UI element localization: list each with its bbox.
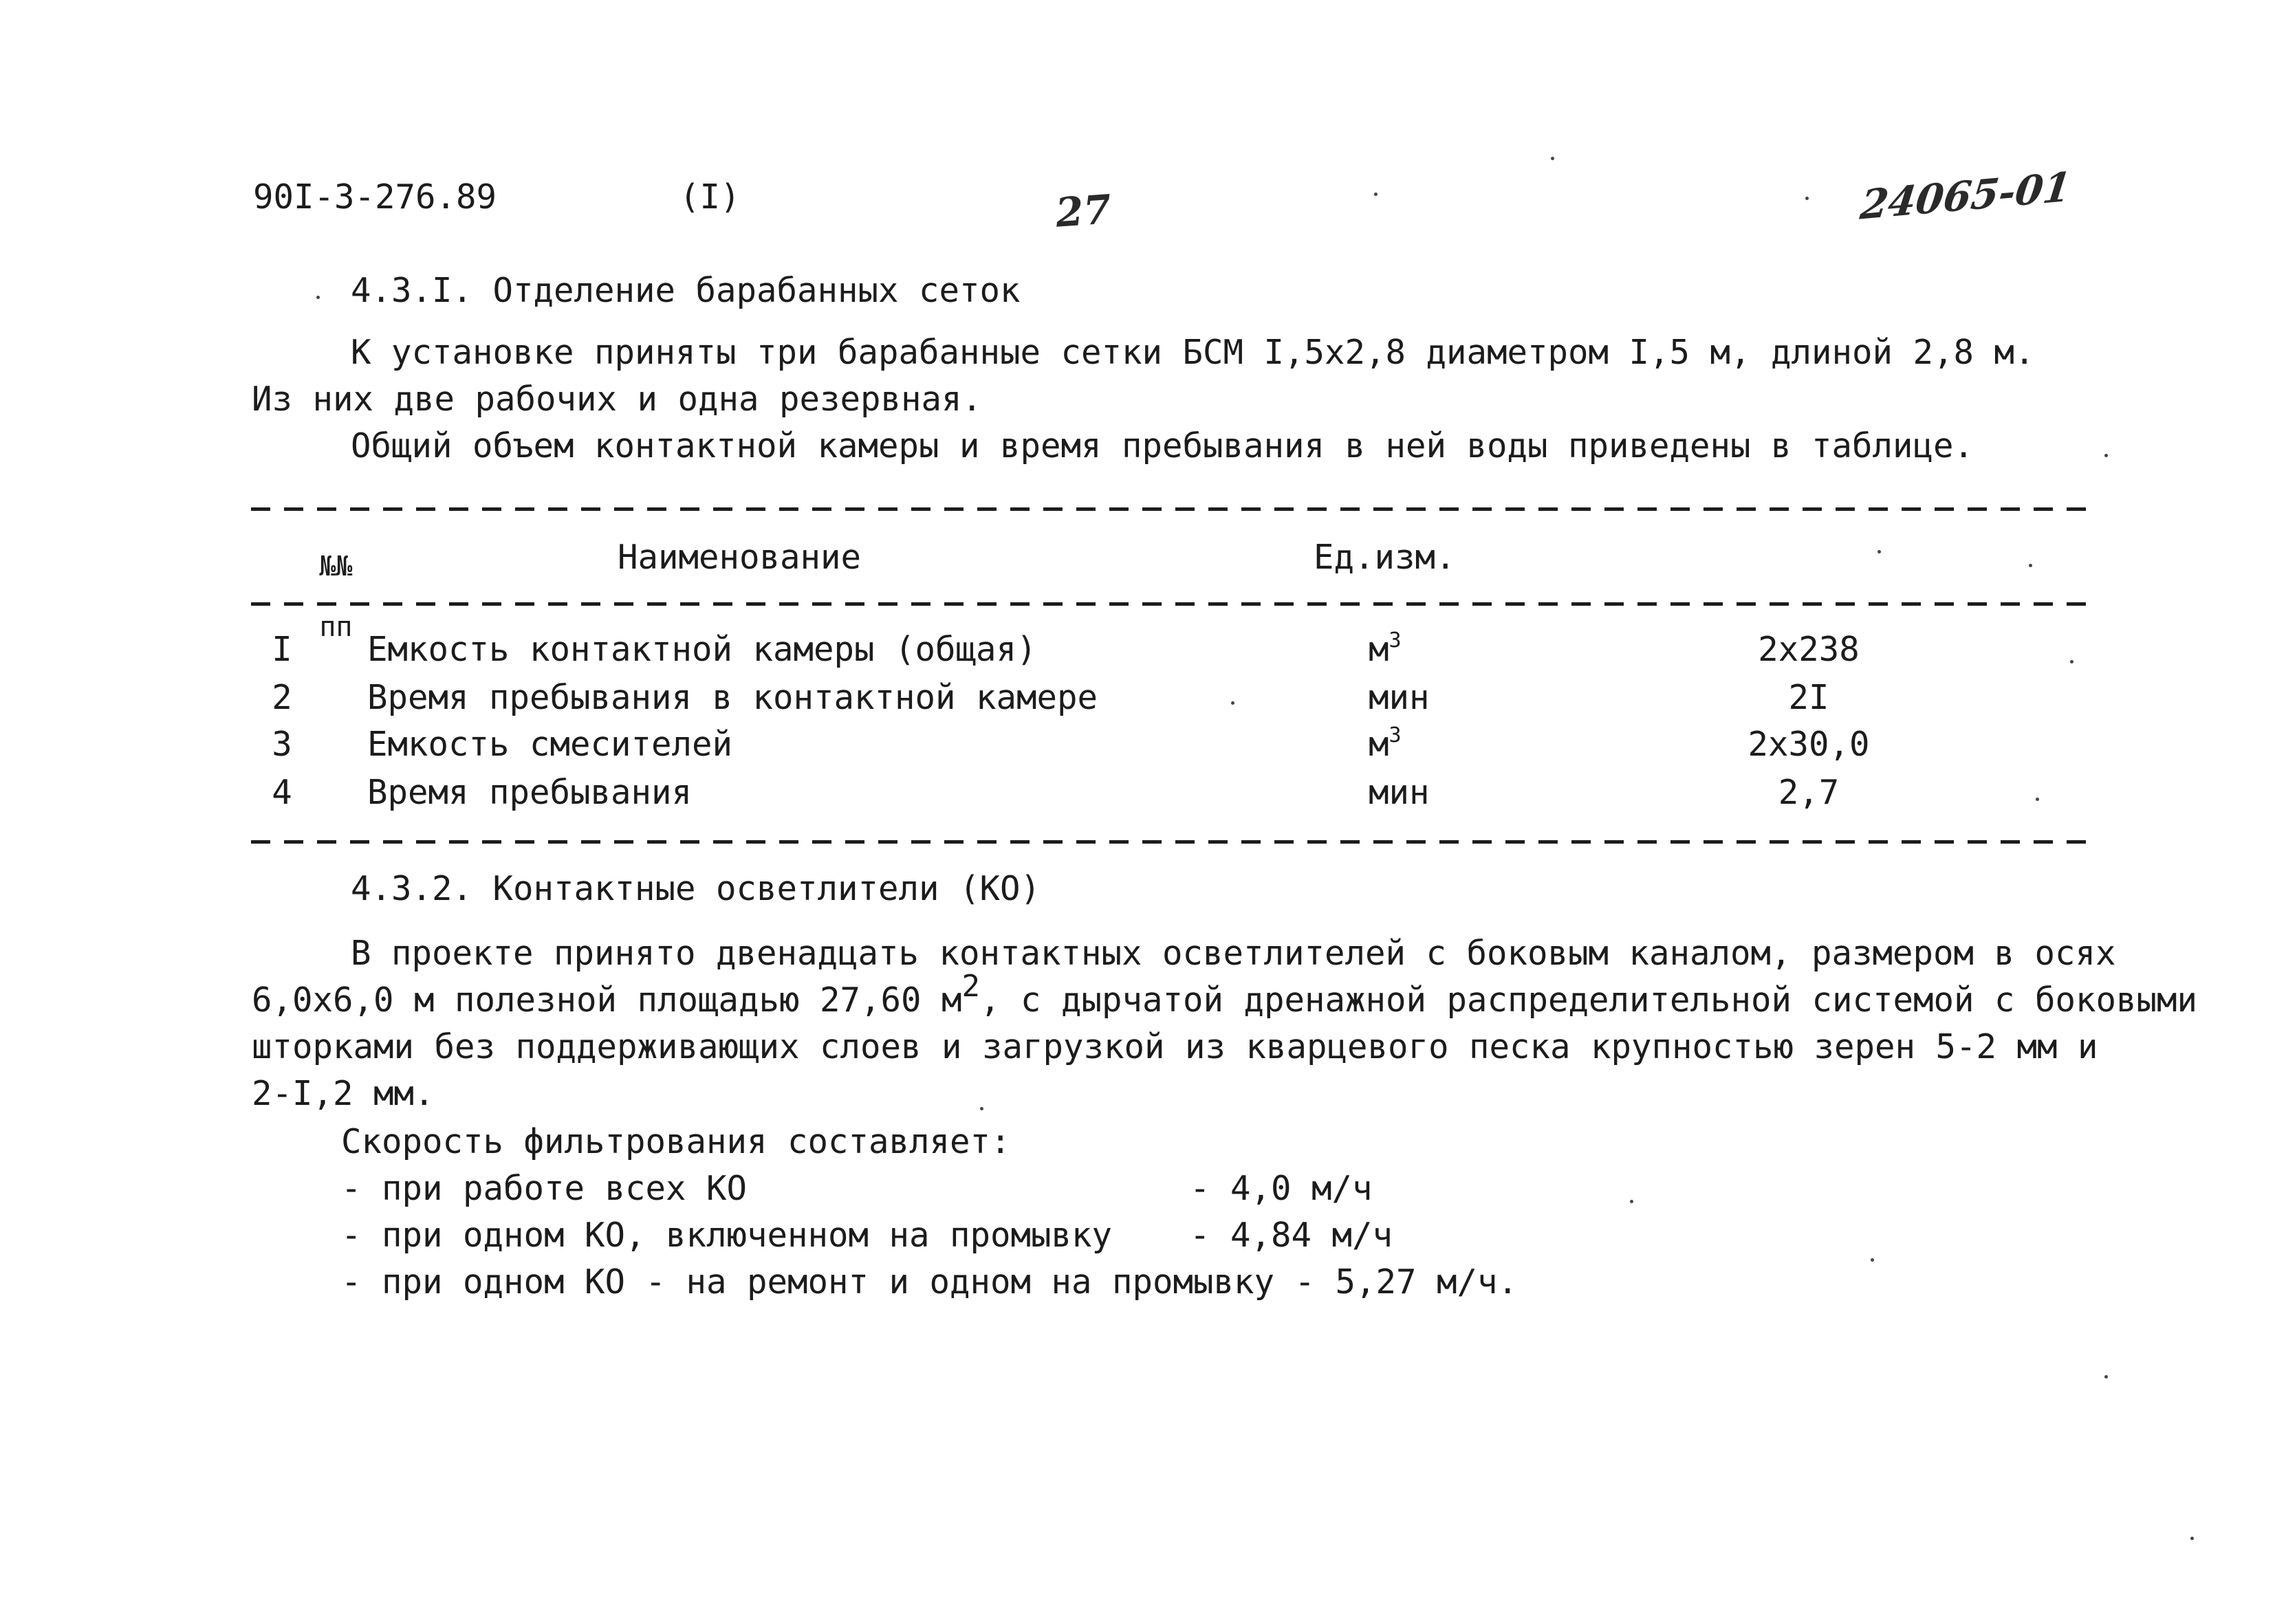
scan-speck [1877, 550, 1881, 553]
paragraph-line [252, 969, 2198, 1020]
paragraph-line: шторками без поддерживающих слоев и загрузкой из кварцевого песка крупностью зерен 5-2 мм и [252, 1027, 2098, 1066]
row-value: 2x30,0 [1748, 725, 1870, 764]
row-unit-text: м [1369, 725, 1389, 764]
document-code: 90I-3-276.89 [253, 177, 497, 217]
scan-speck [1231, 701, 1234, 705]
paragraph-line: Из них две рабочих и одна резервная. [252, 380, 983, 419]
row-unit-exponent: 3 [1389, 628, 1402, 652]
paragraph-line: Общий объем контактной камеры и время пребывания в ней воды приведены в таблице. [351, 426, 1974, 465]
row-name: Емкость контактной камеры (общая) [367, 630, 1037, 669]
row-name: Время пребывания в контактной камере [367, 678, 1098, 717]
scan-speck [2070, 660, 2073, 663]
scan-speck [1374, 193, 1378, 196]
paragraph-text: 6,0x6,0 м полезной площадью 27,60 м [252, 980, 962, 1020]
table-header-name: Наименование [618, 538, 862, 577]
page-number: 27 [1054, 186, 1113, 237]
row-unit [1369, 773, 1430, 812]
row-unit-text: мин [1369, 773, 1430, 812]
paragraph-line: 2-I,2 мм. [252, 1074, 435, 1113]
row-number: I [272, 630, 292, 669]
row-unit-text: мин [1369, 678, 1430, 717]
table-header-number-line1: №№ [319, 551, 353, 582]
scan-speck [1630, 1200, 1633, 1203]
table-header-unit: Ед.изм. [1314, 538, 1456, 577]
scan-speck [2036, 798, 2039, 801]
table-header-rule [251, 602, 2086, 606]
row-unit [1369, 678, 1430, 717]
scan-speck [1551, 157, 1554, 160]
row-number: 3 [272, 725, 292, 764]
scan-speck [2104, 1375, 2108, 1379]
scan-speck [2104, 454, 2108, 457]
speed-item-label: - при одном КО, включенном на промывку [341, 1216, 1113, 1255]
row-value: 2x238 [1758, 630, 1860, 669]
archive-number: 24065-01 [1858, 163, 2074, 229]
scan-speck [980, 1107, 983, 1110]
scan-speck [2029, 564, 2032, 567]
section-title-4-3-1: 4.3.I. Отделение барабанных сеток [351, 271, 1021, 310]
row-number: 4 [272, 773, 292, 812]
row-name: Время пребывания [367, 773, 693, 812]
paragraph-line: В проекте принято двенадцать контактных осветлителей с боковым каналом, размером в осях [351, 934, 2116, 973]
table-bottom-rule [251, 840, 2086, 844]
speed-item-label: - при работе всех КО [341, 1169, 748, 1208]
table-top-rule [251, 507, 2086, 511]
scan-speck [2190, 1537, 2194, 1540]
row-unit-text: м [1369, 630, 1389, 669]
volume-number: (I) [679, 177, 741, 217]
speed-item-value: - 4,0 м/ч [1190, 1169, 1373, 1208]
speed-heading: Скорость фильтрования составляет: [341, 1122, 1011, 1161]
paragraph-text: , с дырчатой дренажной распределительной системой с боковыми [980, 980, 2198, 1020]
row-unit [1369, 628, 1402, 669]
scan-speck [1805, 197, 1809, 200]
row-value: 2I [1788, 678, 1829, 717]
scan-speck [316, 296, 320, 299]
row-value: 2,7 [1778, 773, 1840, 812]
area-unit-exponent: 2 [961, 969, 981, 1004]
paragraph-line: К установке приняты три барабанные сетки БСМ I,5x2,8 диаметром I,5 м, длиной 2,8 м. [351, 333, 2035, 372]
scan-speck [1871, 1258, 1874, 1262]
row-unit-exponent: 3 [1389, 723, 1402, 747]
row-name: Емкость смесителей [367, 725, 733, 764]
row-unit [1369, 723, 1402, 764]
row-number: 2 [272, 678, 292, 717]
table-header-number-line2: пп [319, 611, 353, 643]
speed-item-value: - 4,84 м/ч [1190, 1216, 1393, 1255]
section-title-4-3-2: 4.3.2. Контактные осветлители (КО) [351, 869, 1041, 908]
speed-item-full: - при одном КО - на ремонт и одном на промывку - 5,27 м/ч. [341, 1262, 1519, 1302]
